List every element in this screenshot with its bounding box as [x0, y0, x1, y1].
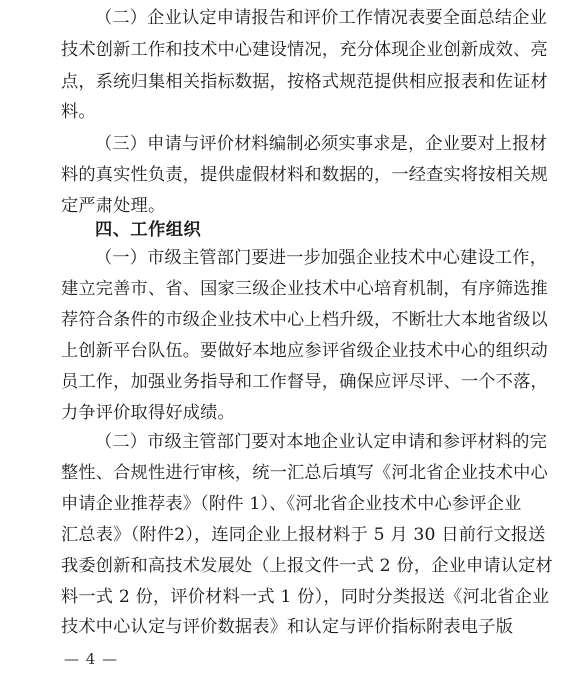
paragraph-line: （二）市级主管部门要对本地企业认定申请和参评材料的完 — [95, 432, 548, 452]
paragraph-line: 上创新平台队伍。要做好本地应参评省级企业技术中心的组织动 — [61, 341, 548, 361]
paragraph-line: 料的真实性负责，提供虚假材料和数据的，一经查实将按相关规 — [61, 165, 548, 185]
paragraph-line: 技术中心认定与评价数据表》和认定与评价指标附表电子版 — [61, 617, 514, 637]
paragraph-line: （二）企业认定申请报告和评价工作情况表要全面总结企业 — [95, 8, 548, 28]
paragraph-line: 荐符合条件的市级企业技术中心上档升级，不断壮大本地省级以 — [61, 310, 548, 330]
paragraph-line: 定严肃处理。 — [61, 196, 166, 216]
section-heading: 四、工作组织 — [95, 220, 202, 240]
paragraph-line: 建立完善市、省、国家三级企业技术中心培育机制，有序筛选推 — [61, 279, 548, 299]
paragraph-line: 技术创新工作和技术中心建设情况，充分体现企业创新成效、亮 — [61, 40, 548, 60]
paragraph-line: 料一式 2 份，评价材料一式 1 份），同时分类报送《河北省企业 — [61, 587, 550, 607]
paragraph-line: 点，系统归集相关指标数据，按格式规范提供相应报表和佐证材 — [61, 72, 548, 92]
paragraph-line: 力争评价取得好成绩。 — [61, 403, 235, 423]
paragraph-line: 我委创新和高技术发展处（上报文件一式 2 份，企业申请认定材 — [61, 556, 553, 576]
paragraph-line: 整性、合规性进行审核，统一汇总后填写《河北省企业技术中心 — [61, 463, 548, 483]
paragraph-line: （三）申请与评价材料编制必须实事求是，企业要对上报材 — [95, 134, 548, 154]
paragraph-line: 汇总表》（附件2），连同企业上报材料于 5 月 30 日前行文报送 — [61, 525, 546, 545]
paragraph-line: （一）市级主管部门要进一步加强企业技术中心建设工作， — [95, 248, 548, 268]
page-number: — 4 — — [64, 650, 119, 668]
paragraph-line: 申请企业推荐表》（附件 1）、《河北省企业技术中心参评企业 — [61, 494, 522, 514]
paragraph-line: 料。 — [61, 102, 96, 122]
paragraph-line: 员工作，加强业务指导和工作督导，确保应评尽评、一个不落， — [61, 372, 548, 392]
